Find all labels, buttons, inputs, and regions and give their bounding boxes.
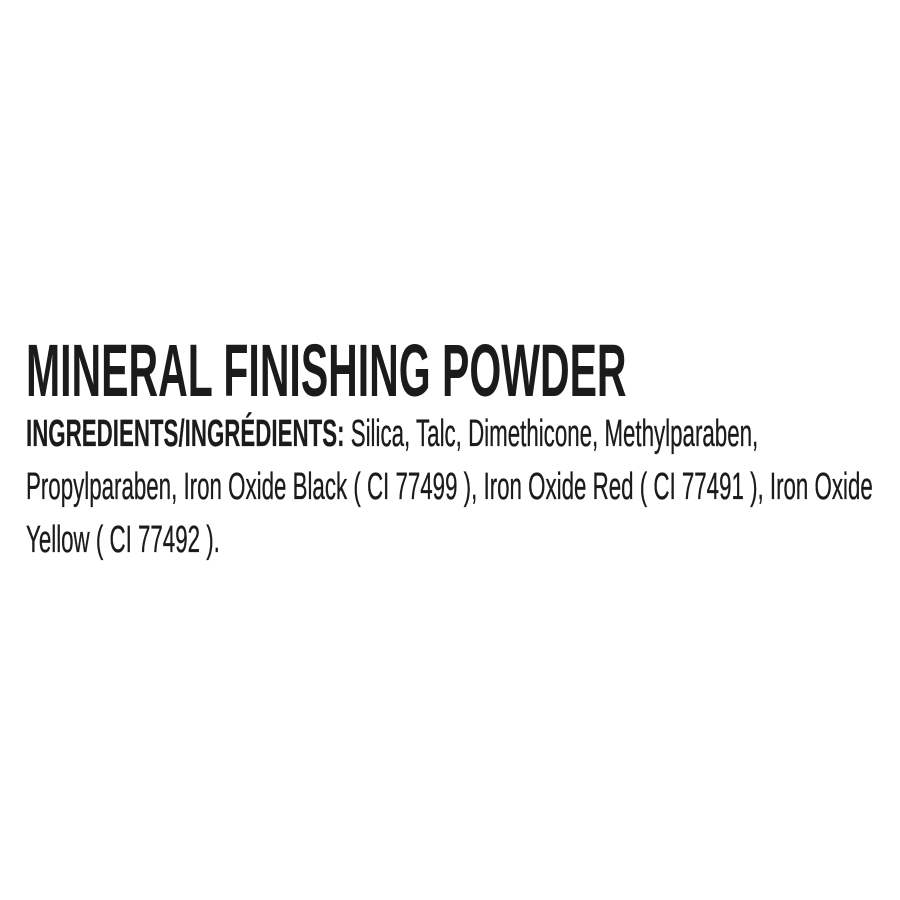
ingredients-line <box>26 461 900 514</box>
ingredients-line-1 <box>26 408 758 461</box>
product-title <box>26 329 900 412</box>
ingredients-text-3: Yellow ( CI 77492 ). <box>26 519 220 561</box>
product-title-text: MINERAL FINISHING POWDER <box>26 329 627 412</box>
ingredients-text-2: Propylparaben, Iron Oxide Black ( CI 77499 ), Iron Oxide Red ( CI 77491 ), Iron Oxide <box>26 466 873 508</box>
ingredients-heading: INGREDIENTS/INGRÉDIENTS: <box>26 413 345 455</box>
ingredients-line <box>26 408 900 461</box>
ingredients-section <box>26 408 900 567</box>
ingredients-line <box>26 514 900 567</box>
ingredients-text-1: Silica, Talc, Dimethicone, Methylparaben, <box>350 413 759 455</box>
